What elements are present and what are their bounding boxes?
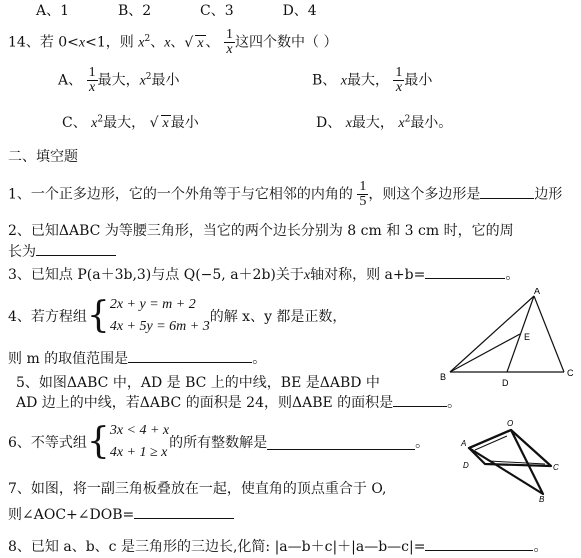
frac-num: 1 <box>226 27 233 42</box>
frac-den: x <box>88 80 96 95</box>
sqrt-x: √ x <box>149 115 169 131</box>
answer-blank[interactable] <box>425 536 533 551</box>
q14-option-c <box>62 112 199 132</box>
equation-2: 4x + 5y = 6m + 3 <box>109 319 210 334</box>
label-d: D <box>502 378 509 388</box>
math-square: 2 <box>145 71 152 82</box>
question-14 <box>8 28 337 57</box>
q14-option-a <box>58 66 180 95</box>
math-square: 2 <box>404 114 411 125</box>
set-squares-figure <box>455 416 565 502</box>
option-text: 最大， <box>97 72 140 89</box>
option-c: C、3 <box>200 3 234 19</box>
answer-blank[interactable] <box>480 184 534 199</box>
question-6 <box>8 420 429 464</box>
q1-tail: ，则这个多边形是 <box>368 186 481 203</box>
math-x: x <box>398 116 405 131</box>
q4-text: 则 m 的取值范围是 <box>8 351 129 367</box>
inequality-2: 4x + 1 ≥ x <box>109 445 168 460</box>
option-text: 最大， <box>351 115 394 131</box>
q8-text: 8、已知 a、b、c 是三角形的三边长,化简: |a—b＋c|＋|a—b—c|= <box>8 539 426 555</box>
q3-text: 3、已知点 P(a＋3b,3)与点 Q(−5, a＋2b)关于 <box>8 267 304 283</box>
math-x: x <box>345 116 352 131</box>
q7-text: 则∠AOC+∠DOB= <box>8 507 135 523</box>
option-label: B、 <box>312 72 337 89</box>
question-2-line2 <box>8 241 116 261</box>
math-x: x <box>162 116 169 131</box>
frac-den: 5 <box>359 194 367 209</box>
question-2-line1: 2、已知ΔABC 为等腰三角形，当它的两个边长分别为 8 cm 和 3 cm 时，它的周 <box>8 223 514 239</box>
frac-den: x <box>395 80 403 95</box>
frac-den: x <box>226 42 233 57</box>
q6-tail: 的所有整数解是 <box>169 435 268 451</box>
q4-tail: 的解 x、y 都是正数， <box>209 309 347 325</box>
q14-text: <1，则 <box>85 34 134 51</box>
label-a: A <box>534 288 541 296</box>
label-b: B <box>539 495 545 502</box>
math-x: x <box>164 35 171 51</box>
label-e: E <box>524 332 531 342</box>
question-4-line2 <box>8 348 266 368</box>
math-square: 2 <box>97 114 104 125</box>
triangle-figure <box>430 288 580 392</box>
side-ab <box>450 296 534 372</box>
option-label: A、 <box>58 72 83 89</box>
inequality-1: 3x < 4 + x <box>109 423 170 438</box>
brace-icon: { <box>86 295 110 336</box>
frac-num: 1 <box>359 179 367 194</box>
q14-option-b <box>312 66 432 95</box>
question-number: 14、 <box>8 34 40 51</box>
q1-unit: 边形 <box>534 186 563 203</box>
label-c: C <box>567 368 574 378</box>
equation-system <box>110 294 210 338</box>
side-ac <box>534 296 564 372</box>
option-text: 最大， <box>346 72 389 89</box>
separator: 、 <box>205 34 220 51</box>
question-8 <box>8 536 547 556</box>
q3-end: 。 <box>505 267 520 283</box>
option-label: C、 <box>62 115 87 131</box>
separator: 、 <box>150 34 165 51</box>
option-text: 最小。 <box>410 115 453 131</box>
q2-text: 长为 <box>8 244 36 260</box>
q8-end: 。 <box>533 539 548 555</box>
answer-blank[interactable] <box>267 435 415 450</box>
q5-text: AD 边上的中线，若ΔABC 的面积是 24，则ΔABE 的面积是 <box>16 395 394 411</box>
answer-blank[interactable] <box>425 264 505 279</box>
frac-1-over-5 <box>357 180 368 209</box>
q4-label: 4、若方程组 <box>8 309 87 325</box>
frac-num: 1 <box>88 65 96 80</box>
math-square: 2 <box>144 33 151 44</box>
answer-blank[interactable] <box>128 348 252 363</box>
math-x: x <box>138 35 145 51</box>
option-text: 最小 <box>170 115 199 131</box>
option-text: 最大， <box>103 115 146 131</box>
math-x: x <box>139 73 146 89</box>
math-x: x <box>78 35 86 51</box>
question-4 <box>8 294 346 338</box>
option-a: A、1 <box>36 3 70 19</box>
inequality-system <box>110 420 169 464</box>
label-o: O <box>507 419 514 428</box>
q6-end: 。 <box>415 435 430 451</box>
q14-text: 若 0< <box>39 34 79 51</box>
label-b: B <box>440 372 447 382</box>
label-d: D <box>463 461 469 470</box>
equation-1: 2x + y = m + 2 <box>109 297 196 312</box>
math-x: x <box>340 73 347 89</box>
frac-1-over-x <box>224 28 235 57</box>
question-1 <box>8 180 562 209</box>
answer-blank[interactable] <box>393 392 447 407</box>
brace-icon: { <box>86 421 110 462</box>
frac-num: 1 <box>395 65 403 80</box>
label-a: A <box>461 439 467 448</box>
question-5-line2 <box>16 392 461 412</box>
q6-label: 6、不等式组 <box>8 435 87 451</box>
option-d: D、4 <box>282 3 317 19</box>
answer-blank[interactable] <box>36 241 116 256</box>
q13-options <box>36 0 317 20</box>
section-title: 二、填空题 <box>8 149 78 165</box>
question-5-line1: 5、如图ΔABC 中，AD 是 BC 上的中线，BE 是ΔABD 中 <box>16 375 380 391</box>
option-text: 最小 <box>151 72 180 89</box>
answer-blank[interactable] <box>134 504 234 519</box>
q4-end: 。 <box>252 351 267 367</box>
frac-1-over-x <box>393 66 404 95</box>
q3-text: 轴对称，则 a+b= <box>310 267 426 283</box>
option-label: D、 <box>316 115 342 131</box>
q14-tail: 这四个数中（ ） <box>235 34 338 51</box>
question-7-line2 <box>8 504 234 524</box>
option-text: 最小 <box>404 72 433 89</box>
q5-end: 。 <box>447 395 462 411</box>
math-x: x <box>303 268 311 283</box>
math-x: x <box>197 35 204 51</box>
q14-option-d <box>316 112 452 132</box>
sqrt-x: √ x <box>184 34 204 51</box>
question-3 <box>8 264 519 284</box>
triangle-2 <box>469 430 551 466</box>
frac-1-over-x <box>87 66 98 95</box>
label-c: C <box>553 463 559 472</box>
math-x: x <box>91 116 98 131</box>
option-b: B、2 <box>117 3 152 19</box>
question-7-line1: 7、如图，将一副三角板叠放在一起，使直角的顶点重合于 O, <box>8 481 387 497</box>
q1-text: 1、一个正多边形，它的一个外角等于与它相邻的内角的 <box>8 186 353 203</box>
separator: 、 <box>170 34 185 51</box>
